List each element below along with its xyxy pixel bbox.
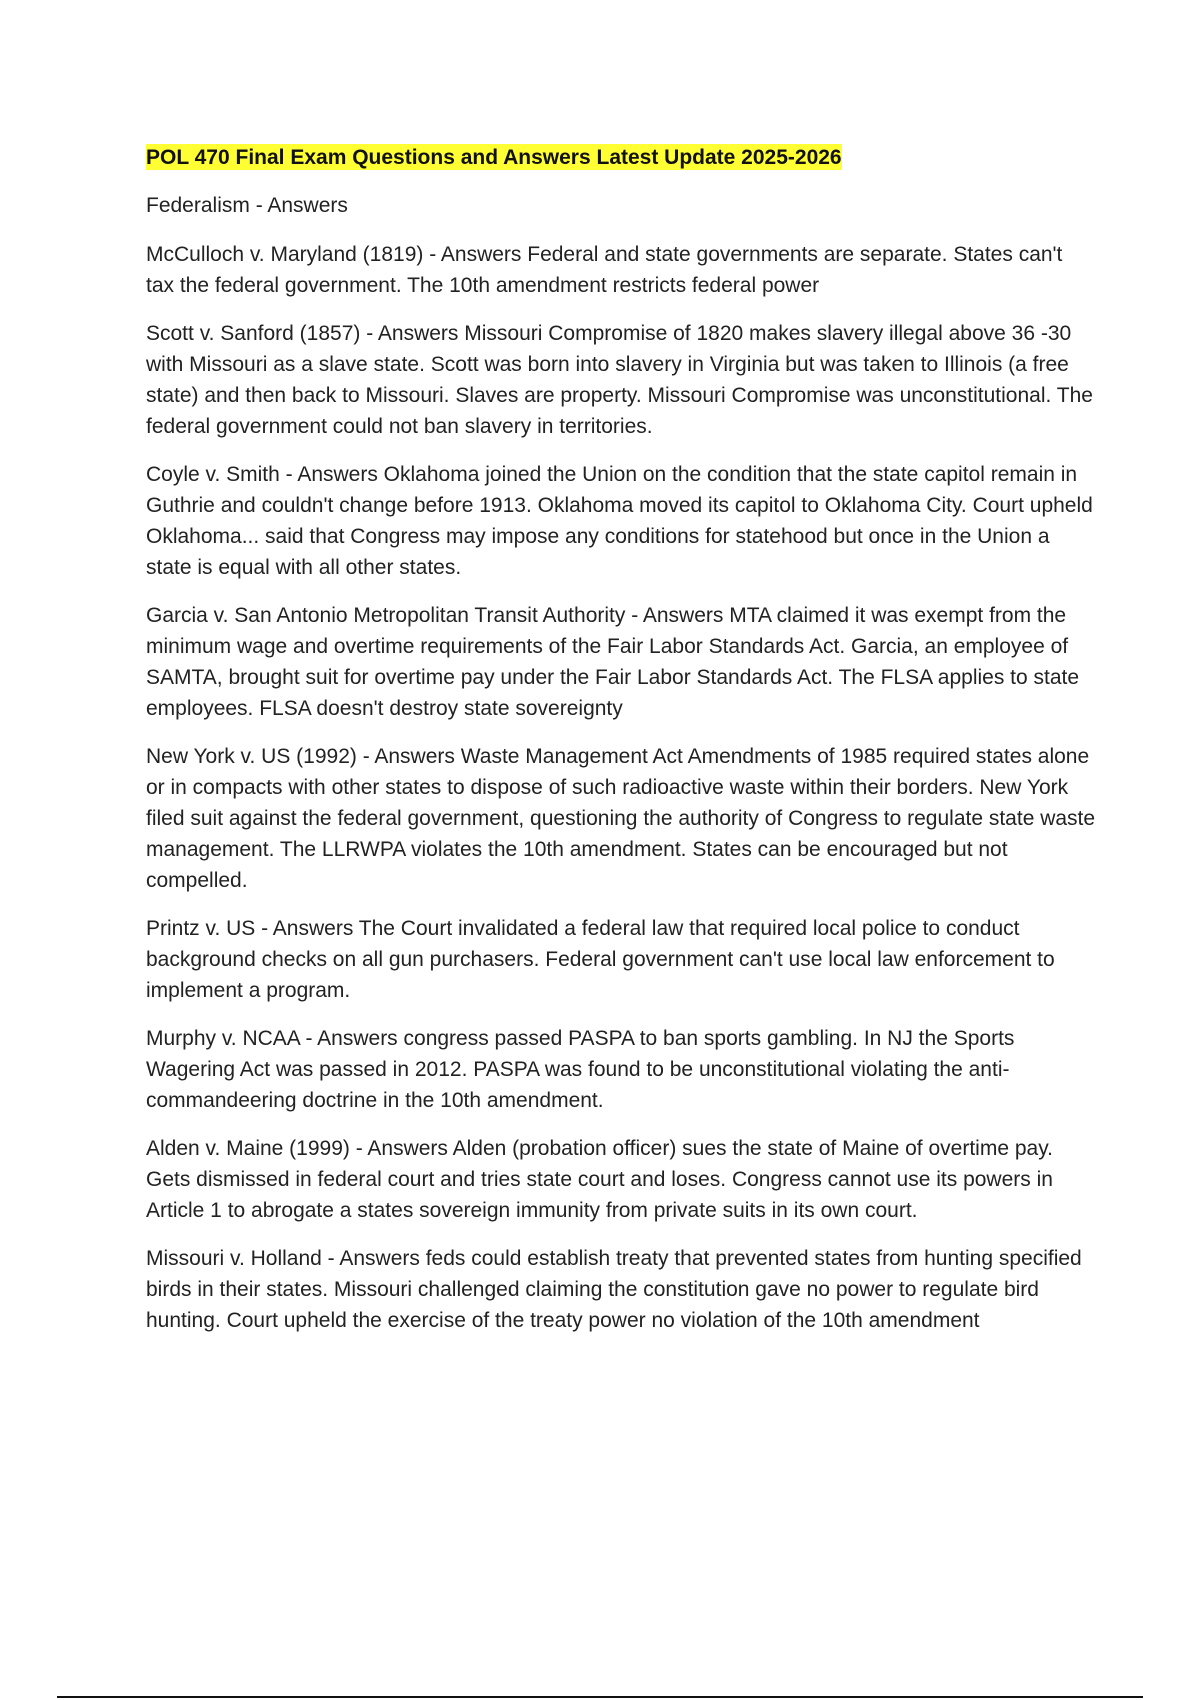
qa-item-missouri: Missouri v. Holland - Answers feds could establish treaty that prevented states from hunting specified birds in their states. Missouri challenged claiming the constitution gave no power to regulate bird hunting. Court upheld the exercise of the treaty power no violation of the 10th amendment: [146, 1247, 1082, 1332]
qa-item-scott: Scott v. Sanford (1857) - Answers Missouri Compromise of 1820 makes slavery illegal above 36 -30 with Missouri as a slave state. Scott was born into slavery in Virginia but was taken to Illinois (a free state) and then back to Missouri. Slaves are property. Missouri Compromise was unconstitutional. The federal government could not ban slavery in territories.: [146, 322, 1093, 438]
qa-item-printz: Printz v. US - Answers The Court invalidated a federal law that required local police to conduct background checks on all gun purchasers. Federal government can't use local law enforcement to implement a program.: [146, 917, 1055, 1002]
footer-divider: [57, 1696, 1143, 1698]
document-body: [146, 142, 1096, 1353]
qa-item-mcculloch: McCulloch v. Maryland (1819) - Answers Federal and state governments are separate. States can't tax the federal government. The 10th amendment restricts federal power: [146, 243, 1063, 297]
document-title-line: [146, 142, 1096, 174]
qa-list: [146, 239, 1096, 1336]
qa-item-new-york: New York v. US (1992) - Answers Waste Management Act Amendments of 1985 required states alone or in compacts with other states to dispose of such radioactive waste within their borders. New York filed suit against the federal government, questioning the authority of Congress to regulate state waste management. The LLRWPA violates the 10th amendment. States can be encouraged but not compelled.: [146, 745, 1096, 892]
qa-item-coyle: Coyle v. Smith - Answers Oklahoma joined the Union on the condition that the state capitol remain in Guthrie and couldn't change before 1913. Oklahoma moved its capitol to Oklahoma City. Court upheld Oklahoma... said that Congress may impose any conditions for statehood but once in the Union a state is equal with all other states.: [146, 463, 1093, 579]
document-title: POL 470 Final Exam Questions and Answers Latest Update 2025-2026: [146, 146, 842, 169]
section-heading: Federalism - Answers: [146, 194, 348, 217]
qa-item-alden: Alden v. Maine (1999) - Answers Alden (probation officer) sues the state of Maine of overtime pay. Gets dismissed in federal court and tries state court and loses. Congress cannot use its powers in Article 1 to abrogate a states sovereign immunity from private suits in its own court.: [146, 1137, 1053, 1222]
qa-item-murphy: Murphy v. NCAA - Answers congress passed PASPA to ban sports gambling. In NJ the Sports Wagering Act was passed in 2012. PASPA was found to be unconstitutional violating the anti-commandeering doctrine in the 10th amendment.: [146, 1027, 1015, 1112]
qa-item-garcia: Garcia v. San Antonio Metropolitan Transit Authority - Answers MTA claimed it was exempt from the minimum wage and overtime requirements of the Fair Labor Standards Act. Garcia, an employee of SAMTA, brought suit for overtime pay under the Fair Labor Standards Act. The FLSA applies to state employees. FLSA doesn't destroy state sovereignty: [146, 604, 1080, 720]
